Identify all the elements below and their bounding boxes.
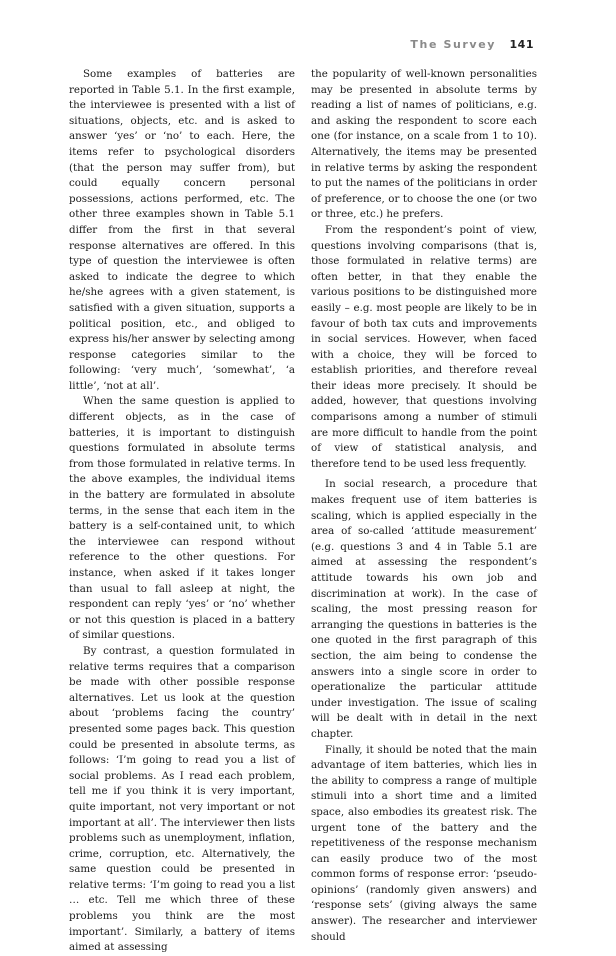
paragraph-absolute-relative: When the same question is applied to different objects, as in the case of batteries, it is important to distinguish questions formulated in absolute terms from those formulated in relative terms. In the above examples, the individual items in the battery are formulated in absolute terms, in the sense that each item in the battery is a self-contained unit, to which the interviewee can respond without reference to the other questions. For instance, when asked if it takes longer than usual to fall asleep at night, the respondent can reply ‘yes’ or ‘no’ whether or not this question is placed in a battery of similar questions. [69,395,295,642]
paragraph-scaling: In social research, a procedure that makes frequent use of item batteries is scaling, which is applied especially in the area of so-called ‘attitude measurement’ (e.g. questions 3 and 4 in Table 5.1 are aimed at assessing the respondent’s attitude towards his own job and discrimination at work). In the case of scaling, the most pressing reason for arranging the questions in batteries is the one quoted in the first paragraph of this section, the aim being to condense the answers into a single score in order to operationalize the particular attitude under investigation. The issue of scaling will be dealt with in detail in the next chapter. [311,478,537,740]
paragraph-batteries-examples: Some examples of batteries are reported in Table 5.1. In the first example, the interviewee is presented with a list of situations, objects, etc. and is asked to answer ‘yes’ or ‘no’ to each. Here, the items refer to psychological disorders (that the person may suffer from), but could equally concern personal possessions, actions performed, etc. The other three examples shown in Table 5.1 differ from the first in that several response alternatives are offered. In this type of question the interviewee is often asked to indicate the degree to which he/she agrees with a given statement, is satisfied with a given situation, supports a political position, etc., and obliged to express his/her answer by selecting among response categories similar to the following: ‘very much’, ‘somewhat’, ‘a little’, ‘not at all’. [69,68,295,392]
right-column [311,67,537,945]
paragraph-finally: Finally, it should be noted that the main advantage of item batteries, which lies in the ability to compress a range of multiple stimuli into a short time and a limited space, also embodies its greatest risk. The urgent tone of the battery and the repetitiveness of the response mechanism can easily produce two of the most common forms of response error: ‘pseudo-opinions’ (randomly given answers) and ‘response sets’ (giving always the same answer). The researcher and interviewer should [311,743,537,943]
paragraph-popularity-continued: the popularity of well-known personalities may be presented in absolute terms by reading a list of names of politicians, e.g. and asking the respondent to score each one (for instance, on a scale from 1 to 10). Alternatively, the items may be presented in relative terms by asking the respondent to put the names of the politicians in order of preference, or to choose the one (or two or three, etc.) he prefers. [311,68,537,221]
section-title: The Survey [410,38,497,51]
running-header [410,38,534,51]
page-number: 141 [509,38,534,51]
left-column [69,67,295,956]
paragraph-relative-terms: By contrast, a question formulated in relative terms requires that a comparison be made with other possible response alternatives. Let us look at the question about ‘problems facing the country’ presented some pages back. This question could be presented in absolute terms, as follows: ‘I’m going to read you a list of social problems. As I read each problem, tell me if you think it is very important, quite important, not very important or not important at all’. The interviewer then lists problems such as unemployment, inflation, crime, corruption, etc. Alternatively, the same question could be presented in relative terms: ‘I’m going to read you a list … etc. Tell me which three of these problems you think are the most important’. Similarly, a battery of items aimed at assessing [69,644,295,954]
paragraph-respondent-view: From the respondent’s point of view, questions involving comparisons (that is, those formulated in relative terms) are often better, in that they enable the various positions to be distinguished more easily – e.g. most people are likely to be in favour of both tax cuts and improvements in social services. However, when faced with a choice, they will be forced to establish priorities, and therefore reveal their ideas more precisely. It should be added, however, that questions involving comparisons among a number of stimuli are more difficult to handle from the point of view of statistical analysis, and therefore tend to be used less frequently. [311,223,537,470]
